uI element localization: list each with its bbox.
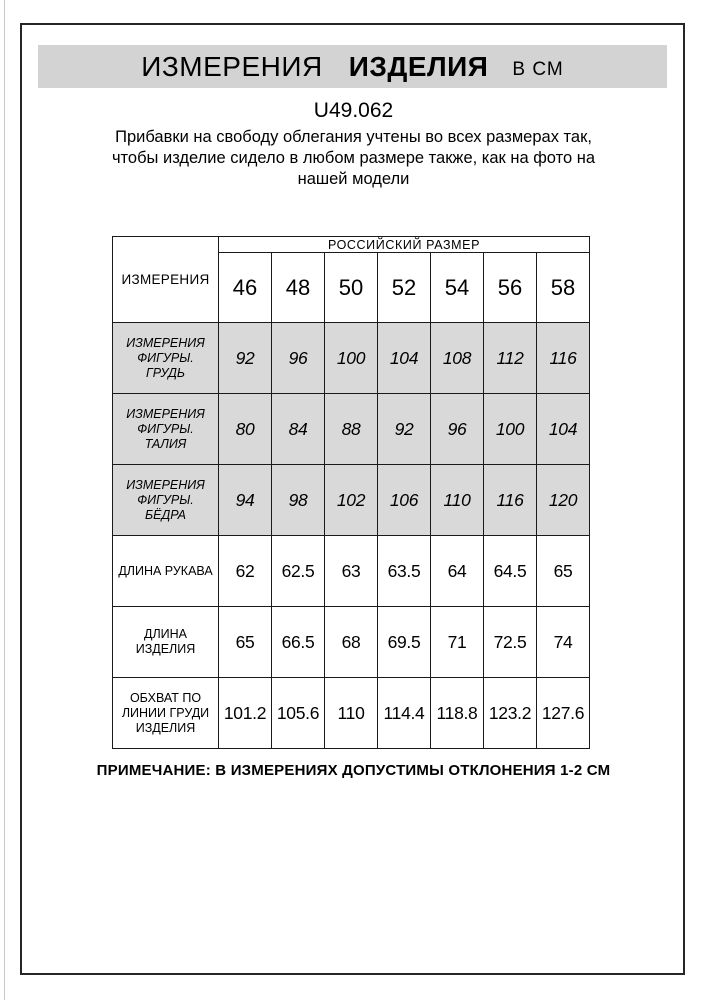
measurement-value: 110: [325, 678, 378, 749]
measurement-value: 92: [219, 323, 272, 394]
size-column-header: 50: [325, 253, 378, 323]
measurement-value: 116: [484, 465, 537, 536]
measurement-value: 63: [325, 536, 378, 607]
measurement-value: 80: [219, 394, 272, 465]
row-label: ДЛИНА РУКАВА: [113, 536, 219, 607]
measurement-value: 96: [272, 323, 325, 394]
table-row: [113, 607, 590, 678]
measurement-value: 71: [431, 607, 484, 678]
measurement-value: 88: [325, 394, 378, 465]
measurement-value: 98: [272, 465, 325, 536]
measurement-value: 123.2: [484, 678, 537, 749]
title-product-word: ИЗДЕЛИЯ: [348, 50, 489, 82]
measurement-value: 108: [431, 323, 484, 394]
measurement-value: 94: [219, 465, 272, 536]
measurement-value: 100: [325, 323, 378, 394]
measurement-value: 112: [484, 323, 537, 394]
measurement-value: 127.6: [537, 678, 590, 749]
measurement-value: 65: [537, 536, 590, 607]
table-row: [113, 394, 590, 465]
size-column-header: 58: [537, 253, 590, 323]
measurement-value: 64.5: [484, 536, 537, 607]
measurement-value: 63.5: [378, 536, 431, 607]
measurement-value: 74: [537, 607, 590, 678]
row-label: ИЗМЕРЕНИЯ ФИГУРЫ. ТАЛИЯ: [113, 394, 219, 465]
fit-description-line: чтобы изделие сидело в любом размере также, как на фото на: [111, 149, 596, 167]
table-row: [113, 465, 590, 536]
measurement-value: 66.5: [272, 607, 325, 678]
table-body: [113, 323, 590, 749]
title-bar: [38, 45, 667, 88]
measurement-value: 110: [431, 465, 484, 536]
measurement-value: 69.5: [378, 607, 431, 678]
russian-size-group-header: РОССИЙСКИЙ РАЗМЕР: [219, 237, 590, 253]
size-table-container: [112, 236, 590, 749]
measurement-value: 65: [219, 607, 272, 678]
article-number: U49.062: [313, 99, 394, 122]
measurement-value: 104: [537, 394, 590, 465]
row-label: ИЗМЕРЕНИЯ ФИГУРЫ. БЁДРА: [113, 465, 219, 536]
size-column-header: 56: [484, 253, 537, 323]
measurement-value: 106: [378, 465, 431, 536]
size-column-header: 46: [219, 253, 272, 323]
row-label: ИЗМЕРЕНИЯ ФИГУРЫ. ГРУДЬ: [113, 323, 219, 394]
measurement-value: 120: [537, 465, 590, 536]
measurement-value: 64: [431, 536, 484, 607]
size-column-header: 54: [431, 253, 484, 323]
fit-description-line: Прибавки на свободу облегания учтены во всех размерах так,: [115, 128, 592, 146]
measurement-value: 101.2: [219, 678, 272, 749]
table-row: [113, 536, 590, 607]
fit-description: [0, 127, 707, 190]
measurement-value: 84: [272, 394, 325, 465]
measurement-value: 105.6: [272, 678, 325, 749]
measurement-value: 100: [484, 394, 537, 465]
table-row: [113, 323, 590, 394]
measurement-value: 118.8: [431, 678, 484, 749]
size-table: [112, 236, 590, 749]
measurement-value: 104: [378, 323, 431, 394]
measurement-value: 92: [378, 394, 431, 465]
title-units-label: В СМ: [512, 58, 564, 80]
size-column-header: 48: [272, 253, 325, 323]
table-group-header-row: [113, 237, 590, 253]
size-column-header: 52: [378, 253, 431, 323]
measurement-value: 72.5: [484, 607, 537, 678]
measurement-value: 102: [325, 465, 378, 536]
fit-description-line: нашей модели: [297, 170, 410, 188]
measurement-value: 62: [219, 536, 272, 607]
row-label: ДЛИНА ИЗДЕЛИЯ: [113, 607, 219, 678]
measurement-value: 68: [325, 607, 378, 678]
table-row: [113, 678, 590, 749]
measurement-value: 116: [537, 323, 590, 394]
row-label: ОБХВАТ ПО ЛИНИИ ГРУДИ ИЗДЕЛИЯ: [113, 678, 219, 749]
tolerance-note: ПРИМЕЧАНИЕ: В ИЗМЕРЕНИЯХ ДОПУСТИМЫ ОТКЛОНЕНИЯ 1-2 СМ: [96, 762, 611, 779]
measurement-value: 62.5: [272, 536, 325, 607]
measurement-value: 96: [431, 394, 484, 465]
measurement-value: 114.4: [378, 678, 431, 749]
table-corner-header: ИЗМЕРЕНИЯ: [113, 237, 219, 323]
title-measurements-word: ИЗМЕРЕНИЯ: [141, 50, 323, 82]
